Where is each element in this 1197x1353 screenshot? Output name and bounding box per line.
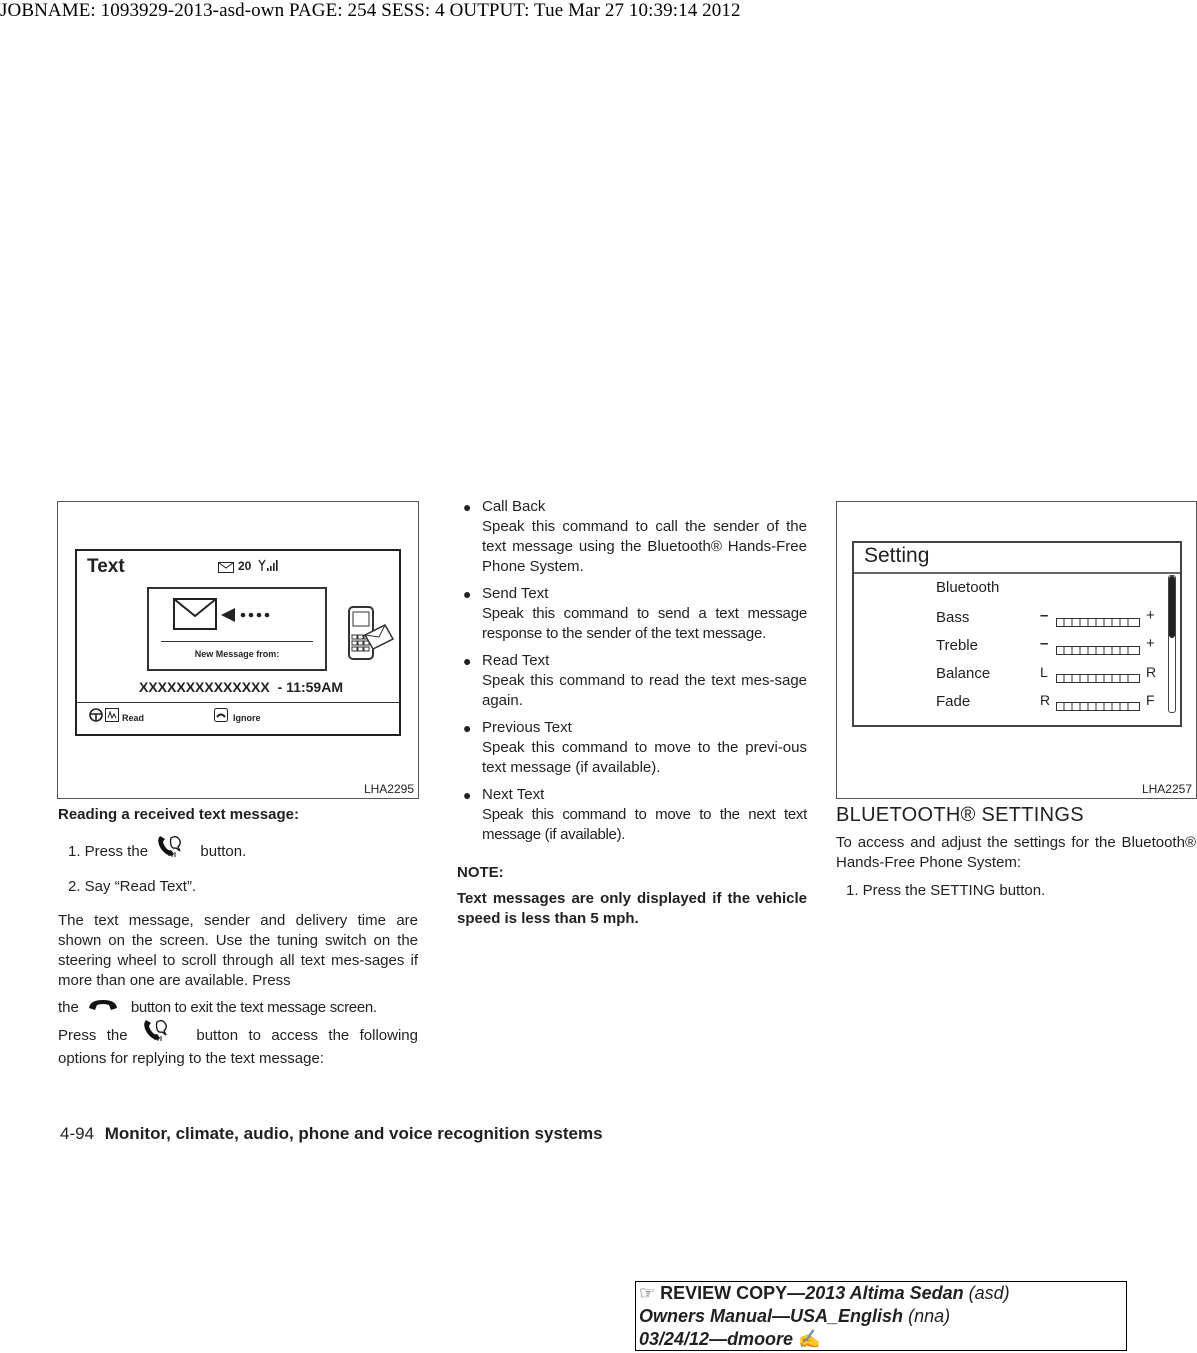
list-item [457,584,807,644]
step-2: 2. Say “Read Text”. [68,878,197,895]
item-description: Speak this command to call the sender of the text message using the Bluetooth® Hands-Free Phone System. [482,518,807,575]
title-divider [854,572,1180,574]
lcd-screen [75,549,401,736]
phone-cards-icon [347,605,395,666]
envelope-icon [218,560,234,578]
chapter-title: Monitor, climate, audio, phone and voice recognition systems [104,1124,603,1143]
slider-right-symbol: + [1146,635,1155,652]
scrollbar-thumb[interactable] [1169,576,1175,638]
incoming-arrow-icon [221,607,291,628]
bullet: ● [463,720,472,736]
received-time: - 11:59AM [277,679,343,695]
screen-title: Setting [864,544,930,567]
list-item [457,497,807,577]
setting-label: Fade [936,693,971,710]
review-copy-stamp [635,1281,1127,1351]
setting-label: Balance [936,665,991,682]
hang-up-icon [214,708,228,727]
paragraph-text: button to exit the text message screen. [130,999,377,1016]
item-description: Speak this command to move to the previ-ous text message (if available). [482,739,807,776]
bass-slider[interactable] [1056,614,1140,632]
step-1 [58,839,418,865]
list-item [457,718,807,778]
figure-label: LHA2295 [363,782,414,796]
steering-wheel-icon [89,708,103,727]
paragraph-text: button to access the following options for replying to the text message: [58,1026,418,1067]
bottom-bar [77,702,399,703]
middle-column [457,497,807,929]
review-code: (asd) [968,1283,1010,1303]
setting-item-fade[interactable] [936,693,1166,713]
section-title: BLUETOOTH® SETTINGS [836,804,1084,826]
step-text: button. [200,842,247,860]
item-title: Next Text [482,786,545,803]
left-column [58,805,418,1069]
slider-left-symbol: R [1040,692,1051,708]
review-model: 2013 Altima Sedan [805,1283,964,1303]
review-line-1 [639,1282,1126,1305]
screen-title: Text [87,556,125,577]
divider [161,641,313,642]
item-description: Speak this command to move to the next text message (if available). [482,806,807,843]
review-date-author: 03/24/12—dmoore [639,1329,794,1349]
setting-label: Treble [936,637,978,654]
setting-label: Bluetooth [936,579,1000,596]
page-number: 4-94 [60,1124,95,1143]
fade-slider[interactable] [1056,698,1140,716]
note-heading: NOTE: [457,864,504,881]
paragraph-exit [58,997,418,1019]
ignore-option[interactable] [214,708,261,727]
read-label: Read [122,712,145,723]
review-text: REVIEW COPY— [660,1283,806,1303]
slider-left-symbol: – [1040,635,1049,652]
talk-phone-icon [154,833,186,865]
ignore-label: Ignore [233,712,261,723]
review-line-2 [639,1305,1126,1328]
message-box [147,587,327,671]
talk-phone-icon [140,1017,172,1049]
item-title: Send Text [482,585,549,602]
new-message-label: New Message from: [194,649,280,659]
setting-item-bass[interactable] [936,609,1166,629]
setting-item-treble[interactable] [936,637,1166,657]
pointing-hand-icon: ☞ [639,1283,656,1303]
read-option[interactable] [89,708,144,727]
balance-slider[interactable] [1056,670,1140,688]
item-description: Speak this command to send a text message response to the sender of the text message. [482,605,807,642]
setting-label: Bass [936,609,970,626]
item-title: Call Back [482,498,546,515]
message-count: 20 [238,559,252,573]
scrollbar[interactable] [1168,575,1176,713]
slider-right-symbol: R [1146,664,1157,680]
page-footer [60,1124,603,1144]
step-text: 1. Press the [68,842,149,860]
review-manual: Owners Manual—USA_English [639,1306,904,1326]
item-description: Speak this command to read the text mes-sage again. [482,672,807,709]
setting-item-balance[interactable] [936,665,1166,685]
section-subheading: Reading a received text message: [58,806,299,823]
treble-slider[interactable] [1056,642,1140,660]
bullet: ● [463,586,472,602]
step-1: 1. Press the SETTING button. [846,882,1046,899]
figure-label: LHA2257 [1141,782,1192,796]
review-lang-code: (nna) [908,1306,951,1326]
right-column [836,805,1196,901]
paragraph-text: Press the [58,1026,128,1044]
paragraph-text: the [58,999,79,1016]
slider-right-symbol: F [1146,692,1155,708]
bullet: ● [463,653,472,669]
list-item [457,651,807,711]
envelope-large-icon [173,598,217,635]
writing-hand-icon: ✍ [798,1329,821,1349]
talk-icon [105,708,119,727]
item-title: Previous Text [482,719,572,736]
bullet: ● [463,499,472,515]
figure-setting-screen [836,501,1197,799]
setting-item-bluetooth[interactable] [936,579,999,599]
list-item [457,785,807,845]
sender-number [139,679,343,695]
slider-left-symbol: L [1040,664,1048,680]
hang-up-phone-icon [87,997,119,1019]
paragraph: To access and adjust the settings for the Bluetooth® Hands-Free Phone System: [836,834,1196,871]
sender-name: XXXXXXXXXXXXXX [139,679,270,695]
lcd-screen [852,541,1182,727]
job-header: JOBNAME: 1093929-2013-asd-own PAGE: 254 SESS: 4 OUTPUT: Tue Mar 27 10:39:14 2012 [0,0,741,21]
figure-text-message-screen [57,501,419,799]
paragraph-options [58,1023,418,1069]
slider-left-symbol: – [1040,607,1049,624]
item-title: Read Text [482,652,550,669]
bullet: ● [463,787,472,803]
review-line-3 [639,1328,1126,1351]
slider-right-symbol: + [1146,607,1155,624]
note-body: Text messages are only displayed if the vehicle speed is less than 5 mph. [457,890,807,927]
signal-icon [258,559,278,577]
paragraph: The text message, sender and delivery time are shown on the screen. Use the tuning switch on the steering wheel to scroll through all text mes-sages if more than one are available. Press [58,912,418,989]
